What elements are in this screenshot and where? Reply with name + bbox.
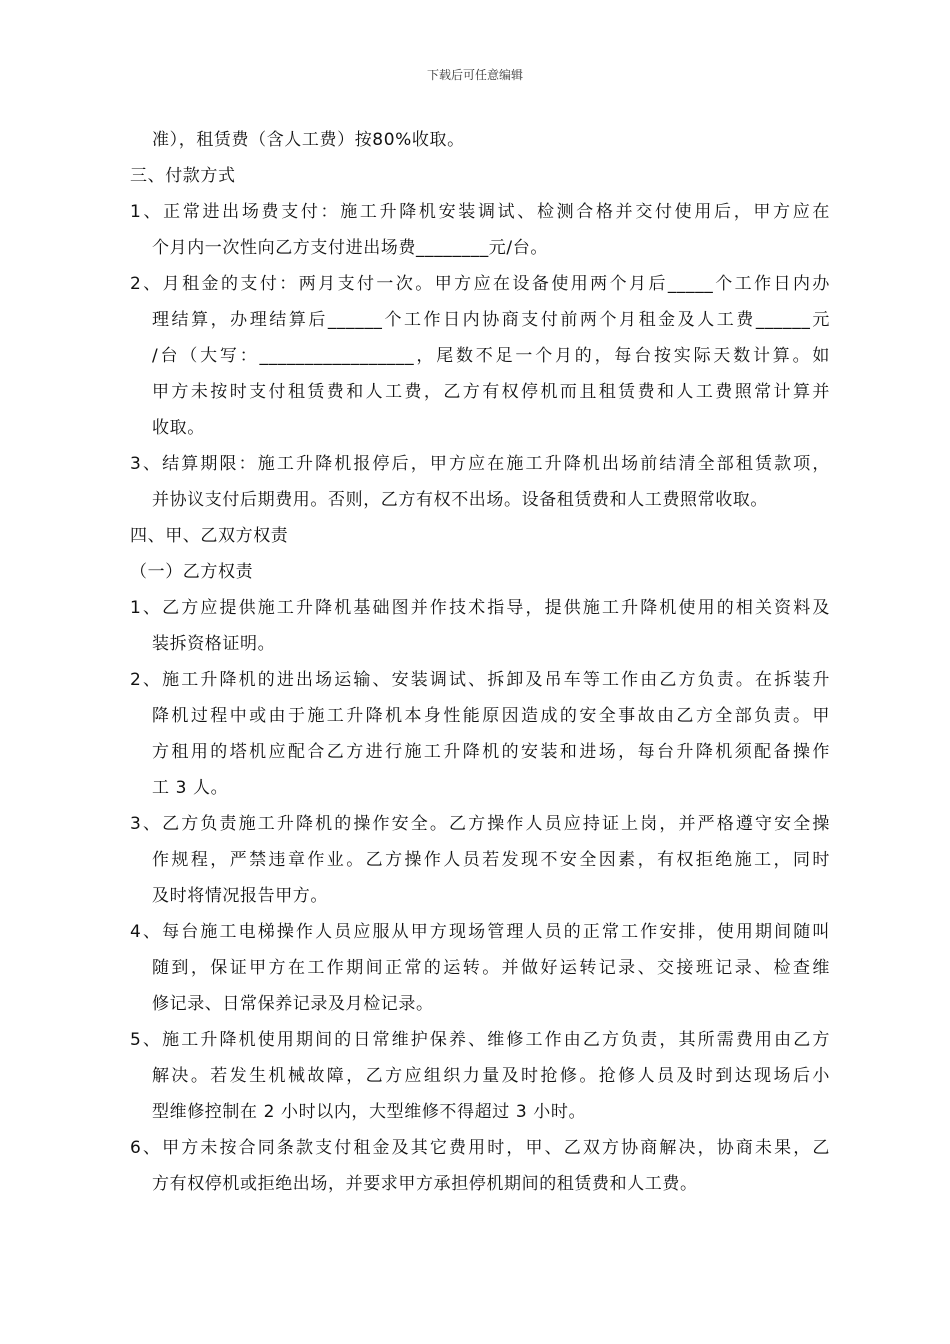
text-line-content: 及时将情况报告甲方。 xyxy=(152,886,328,906)
text-line xyxy=(130,194,830,230)
text-line xyxy=(130,878,830,914)
text-line xyxy=(130,374,830,410)
text-line-content: 3、乙方负责施工升降机的操作安全。乙方操作人员应持证上岗，并严格遵守安全操 xyxy=(130,814,830,834)
text-line xyxy=(130,734,830,770)
text-line-content: 工 3 人。 xyxy=(152,778,229,798)
text-line xyxy=(130,914,830,950)
text-line-content: 2、月租金的支付：两月支付一次。甲方应在设备使用两个月后_____个工作日内办 xyxy=(130,274,830,294)
text-line xyxy=(130,1130,830,1166)
text-line-content: 1、正常进出场费支付：施工升降机安装调试、检测合格并交付使用后，甲方应在 xyxy=(130,202,830,222)
text-line-content: 随到，保证甲方在工作期间正常的运转。并做好运转记录、交接班记录、检查维 xyxy=(152,958,830,978)
text-line-content: 个月内一次性向乙方支付进出场费________元/台。 xyxy=(152,238,548,258)
text-line xyxy=(130,590,830,626)
text-line xyxy=(130,302,830,338)
text-line-content: 作规程，严禁违章作业。乙方操作人员若发现不安全因素，有权拒绝施工，同时 xyxy=(152,850,830,870)
text-line-content: 修记录、日常保养记录及月检记录。 xyxy=(152,994,434,1014)
text-line xyxy=(130,698,830,734)
text-line-content: 并协议支付后期费用。否则，乙方有权不出场。设备租赁费和人工费照常收取。 xyxy=(152,490,768,510)
text-line-content: 四、甲、乙双方权责 xyxy=(130,526,289,546)
document-body xyxy=(130,122,830,1202)
text-line xyxy=(130,518,830,554)
text-line xyxy=(130,482,830,518)
text-line xyxy=(130,446,830,482)
text-line-content: （一）乙方权责 xyxy=(130,562,254,582)
text-line xyxy=(130,662,830,698)
text-line xyxy=(130,1022,830,1058)
text-line xyxy=(130,950,830,986)
text-line-content: 4、每台施工电梯操作人员应服从甲方现场管理人员的正常工作安排，使用期间随叫 xyxy=(130,922,830,942)
page-header: 下载后可任意编辑 xyxy=(426,68,523,82)
text-line xyxy=(130,1094,830,1130)
text-line-content: 理结算，办理结算后______个工作日内协商支付前两个月租金及人工费______元 xyxy=(152,310,830,330)
text-line xyxy=(130,410,830,446)
text-line-content: 3、结算期限：施工升降机报停后，甲方应在施工升降机出场前结清全部租赁款项， xyxy=(130,454,830,474)
text-line-content: 降机过程中或由于施工升降机本身性能原因造成的安全事故由乙方全部负责。甲 xyxy=(152,706,830,726)
text-line xyxy=(130,842,830,878)
text-line xyxy=(130,986,830,1022)
text-line-content: 方租用的塔机应配合乙方进行施工升降机的安装和进场，每台升降机须配备操作 xyxy=(152,742,830,762)
text-line-content: 甲方未按时支付租赁费和人工费，乙方有权停机而且租赁费和人工费照常计算并 xyxy=(152,382,830,402)
text-line xyxy=(130,122,830,158)
text-line-content: 三、付款方式 xyxy=(130,166,236,186)
text-line xyxy=(130,230,830,266)
text-line xyxy=(130,338,830,374)
text-line-content: 解决。若发生机械故障，乙方应组织力量及时抢修。抢修人员及时到达现场后小 xyxy=(152,1066,830,1086)
text-line-content: 准），租赁费（含人工费）按80%收取。 xyxy=(152,130,465,150)
text-line-content: 方有权停机或拒绝出场，并要求甲方承担停机期间的租赁费和人工费。 xyxy=(152,1174,698,1194)
text-line xyxy=(130,554,830,590)
text-line-content: 5、施工升降机使用期间的日常维护保养、维修工作由乙方负责，其所需费用由乙方 xyxy=(130,1030,830,1050)
text-line xyxy=(130,158,830,194)
text-line xyxy=(130,626,830,662)
text-line-content: 6、甲方未按合同条款支付租金及其它费用时，甲、乙双方协商解决，协商未果，乙 xyxy=(130,1138,830,1158)
text-line-content: /台（大写：_________________，尾数不足一个月的，每台按实际天数计算。如 xyxy=(152,346,830,366)
text-line xyxy=(130,1166,830,1202)
text-line-content: 1、乙方应提供施工升降机基础图并作技术指导，提供施工升降机使用的相关资料及 xyxy=(130,598,830,618)
text-line-content: 收取。 xyxy=(152,418,205,438)
text-line xyxy=(130,770,830,806)
text-line xyxy=(130,266,830,302)
text-line-content: 2、施工升降机的进出场运输、安装调试、拆卸及吊车等工作由乙方负责。在拆装升 xyxy=(130,670,830,690)
text-line xyxy=(130,806,830,842)
text-line-content: 型维修控制在 2 小时以内，大型维修不得超过 3 小时。 xyxy=(152,1102,587,1122)
text-line xyxy=(130,1058,830,1094)
text-line-content: 装拆资格证明。 xyxy=(152,634,276,654)
